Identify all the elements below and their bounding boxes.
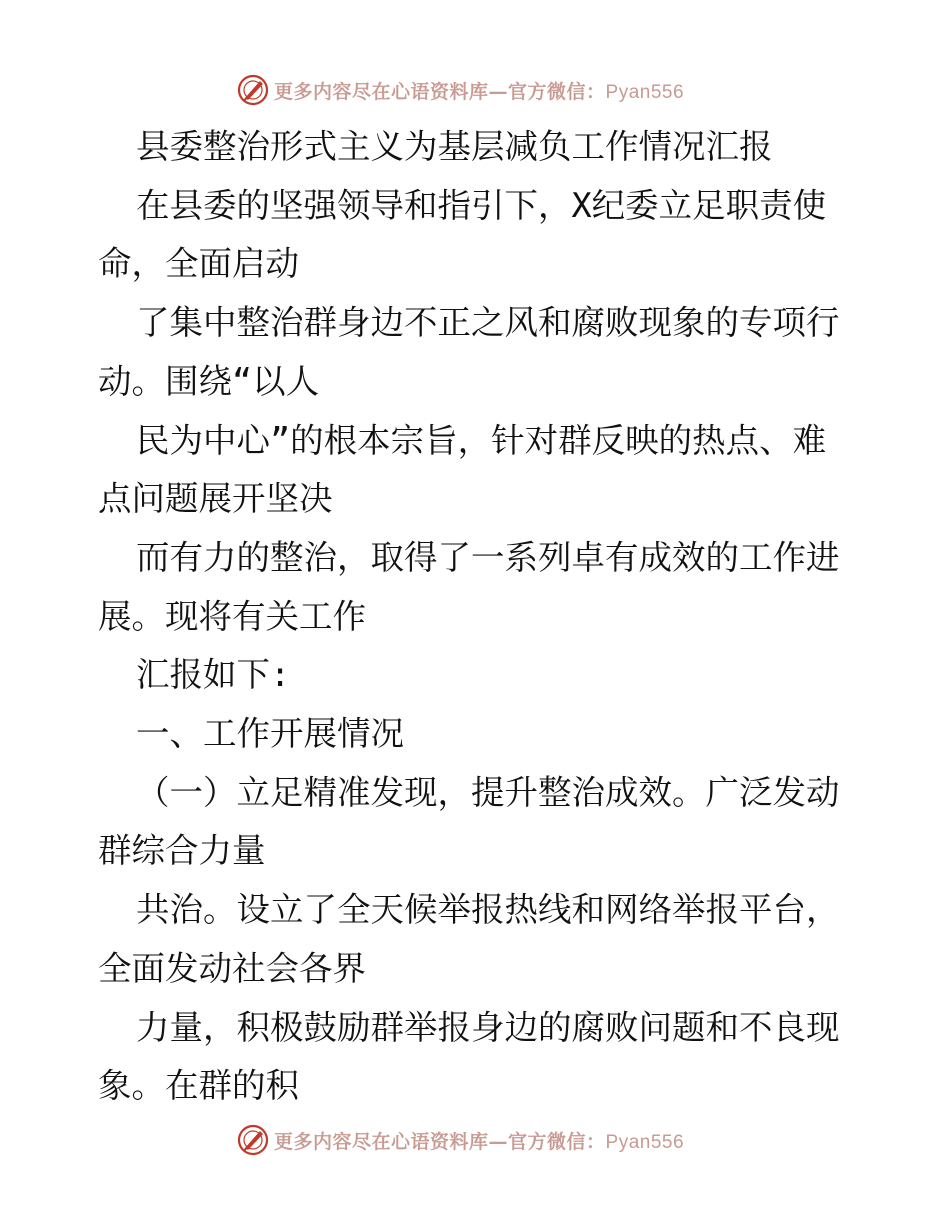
subsection-heading-1: （一）立足精准发现，提升整治成效。广泛发动 群综合力量 [98, 772, 840, 871]
paragraph-purpose: 民为中心”的根本宗旨，针对群反映的热点、难 点问题展开坚决 [98, 420, 827, 519]
watermark-brand: 更多内容尽在心语资料库 [274, 80, 489, 103]
paragraph-reporting: 力量，积极鼓励群举报身边的腐败问题和不良现 象。在群的积 [98, 1007, 840, 1106]
document-body [98, 118, 858, 1116]
paragraph-results: 而有力的整治，取得了一系列卓有成效的工作进 展。现将有关工作 [98, 537, 840, 636]
watermark-brand: 更多内容尽在心语资料库 [274, 1130, 489, 1153]
watermark-suffix: 官方微信： [508, 80, 606, 103]
quill-seal-icon [236, 1123, 270, 1157]
paragraph-hotline: 共治。设立了全天候举报热线和网络举报平台， 全面发动社会各界 [98, 890, 840, 988]
watermark-separator: — [488, 80, 509, 103]
document-title: 县委整治形式主义为基层减负工作情况汇报 [136, 127, 773, 166]
quill-seal-icon [236, 73, 270, 107]
watermark-wechat-id: Pyan556 [605, 81, 685, 103]
section-heading-1: 一、工作开展情况 [136, 714, 404, 754]
footer-watermark [236, 1122, 684, 1158]
paragraph-intro: 在县委的坚强领导和指引下，X纪委立足职责使 命，全面启动 [98, 185, 827, 284]
watermark-suffix: 官方微信： [508, 1130, 606, 1153]
paragraph-action: 了集中整治群身边不正之风和腐败现象的专项行 动。围绕“以人 [98, 303, 840, 401]
watermark-wechat-id: Pyan556 [605, 1131, 685, 1153]
header-watermark [236, 72, 684, 108]
paragraph-report-intro: 汇报如下: [136, 655, 291, 695]
watermark-separator: — [488, 1130, 509, 1153]
